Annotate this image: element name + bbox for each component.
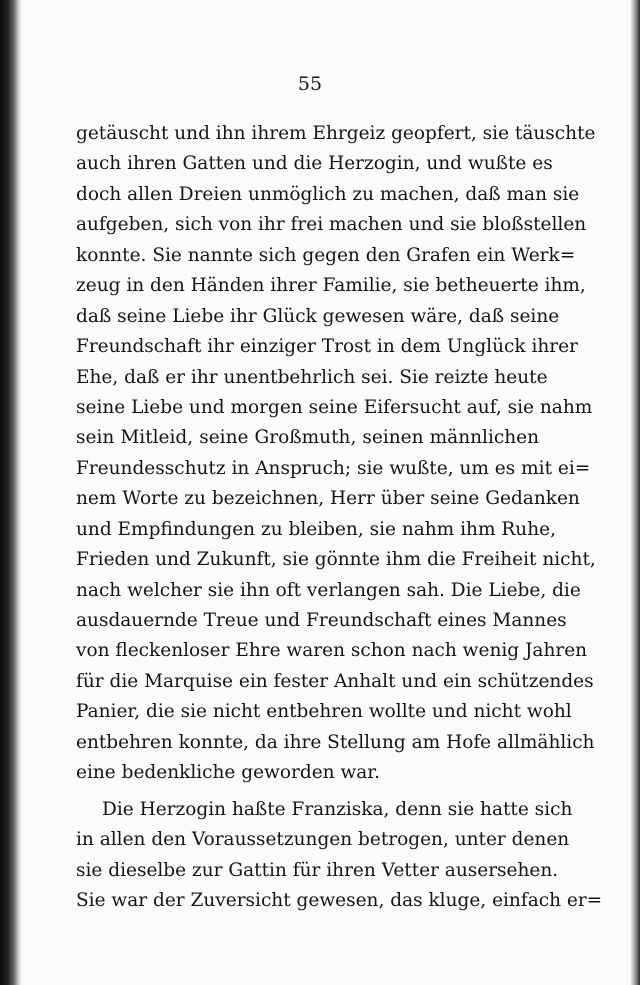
text-line: und Empfindungen zu bleiben, sie nahm ihm Ruhe,: [76, 518, 556, 540]
text-line: Sie war der Zuversicht gewesen, das kluge, einfach er=: [76, 889, 603, 911]
text-line: auch ihren Gatten und die Herzogin, und wußte es: [76, 153, 553, 175]
text-line: nem Worte zu bezeichnen, Herr über seine Gedanken: [76, 488, 580, 510]
text-line: sein Mitleid, seine Großmuth, seinen männlichen: [76, 427, 539, 449]
page-number: 55: [297, 73, 323, 95]
paragraph-1: [76, 119, 596, 789]
text-line: sie dieselbe zur Gattin für ihren Vetter ausersehen.: [76, 859, 559, 881]
text-line: zeug in den Händen ihrer Familie, sie betheuerte ihm,: [76, 275, 586, 297]
text-line: Freundschaft ihr einziger Trost in dem Unglück ihrer: [76, 336, 578, 358]
text-line: aufgeben, sich von ihr frei machen und sie bloßstellen: [76, 214, 587, 236]
text-line: seine Liebe und morgen seine Eifersucht auf, sie nahm: [76, 396, 593, 418]
text-line: daß seine Liebe ihr Glück gewesen wäre, daß seine: [76, 305, 560, 327]
text-line: getäuscht und ihn ihrem Ehrgeiz geopfert, sie täuschte: [76, 123, 596, 144]
text-line: von fleckenloser Ehre waren schon nach wenig Jahren: [76, 640, 588, 662]
text-line: Die Herzogin haßte Franziska, denn sie hatte sich: [102, 798, 573, 820]
paragraph-2: [76, 795, 603, 917]
text-line: nach welcher sie ihn oft verlangen sah. Die Liebe, die: [76, 579, 581, 601]
text-line: eine bedenkliche geworden war.: [76, 762, 381, 784]
page-edge-right: [630, 0, 640, 985]
text-line: in allen den Voraussetzungen betrogen, unter denen: [76, 829, 570, 851]
text-line: entbehren konnte, da ihre Stellung am Hofe allmählich: [76, 731, 595, 753]
text-line: Freundesschutz in Anspruch; sie wußte, um es mit ei=: [76, 457, 591, 479]
text-line: für die Marquise ein fester Anhalt und ein schützendes: [76, 670, 594, 692]
text-line: Frieden und Zukunft, sie gönnte ihm die Freiheit nicht,: [76, 549, 596, 571]
binding-shadow-left: [0, 0, 22, 985]
text-line: Ehe, daß er ihr unentbehrlich sei. Sie reizte heute: [76, 366, 548, 388]
text-line: doch allen Dreien unmöglich zu machen, daß man sie: [76, 183, 580, 205]
text-line: Panier, die sie nicht entbehren wollte und nicht wohl: [76, 701, 572, 723]
text-line: konnte. Sie nannte sich gegen den Grafen ein Werk=: [76, 244, 576, 266]
text-line: ausdauernde Treue und Freundschaft eines Mannes: [76, 610, 567, 631]
body-text: [76, 119, 603, 916]
